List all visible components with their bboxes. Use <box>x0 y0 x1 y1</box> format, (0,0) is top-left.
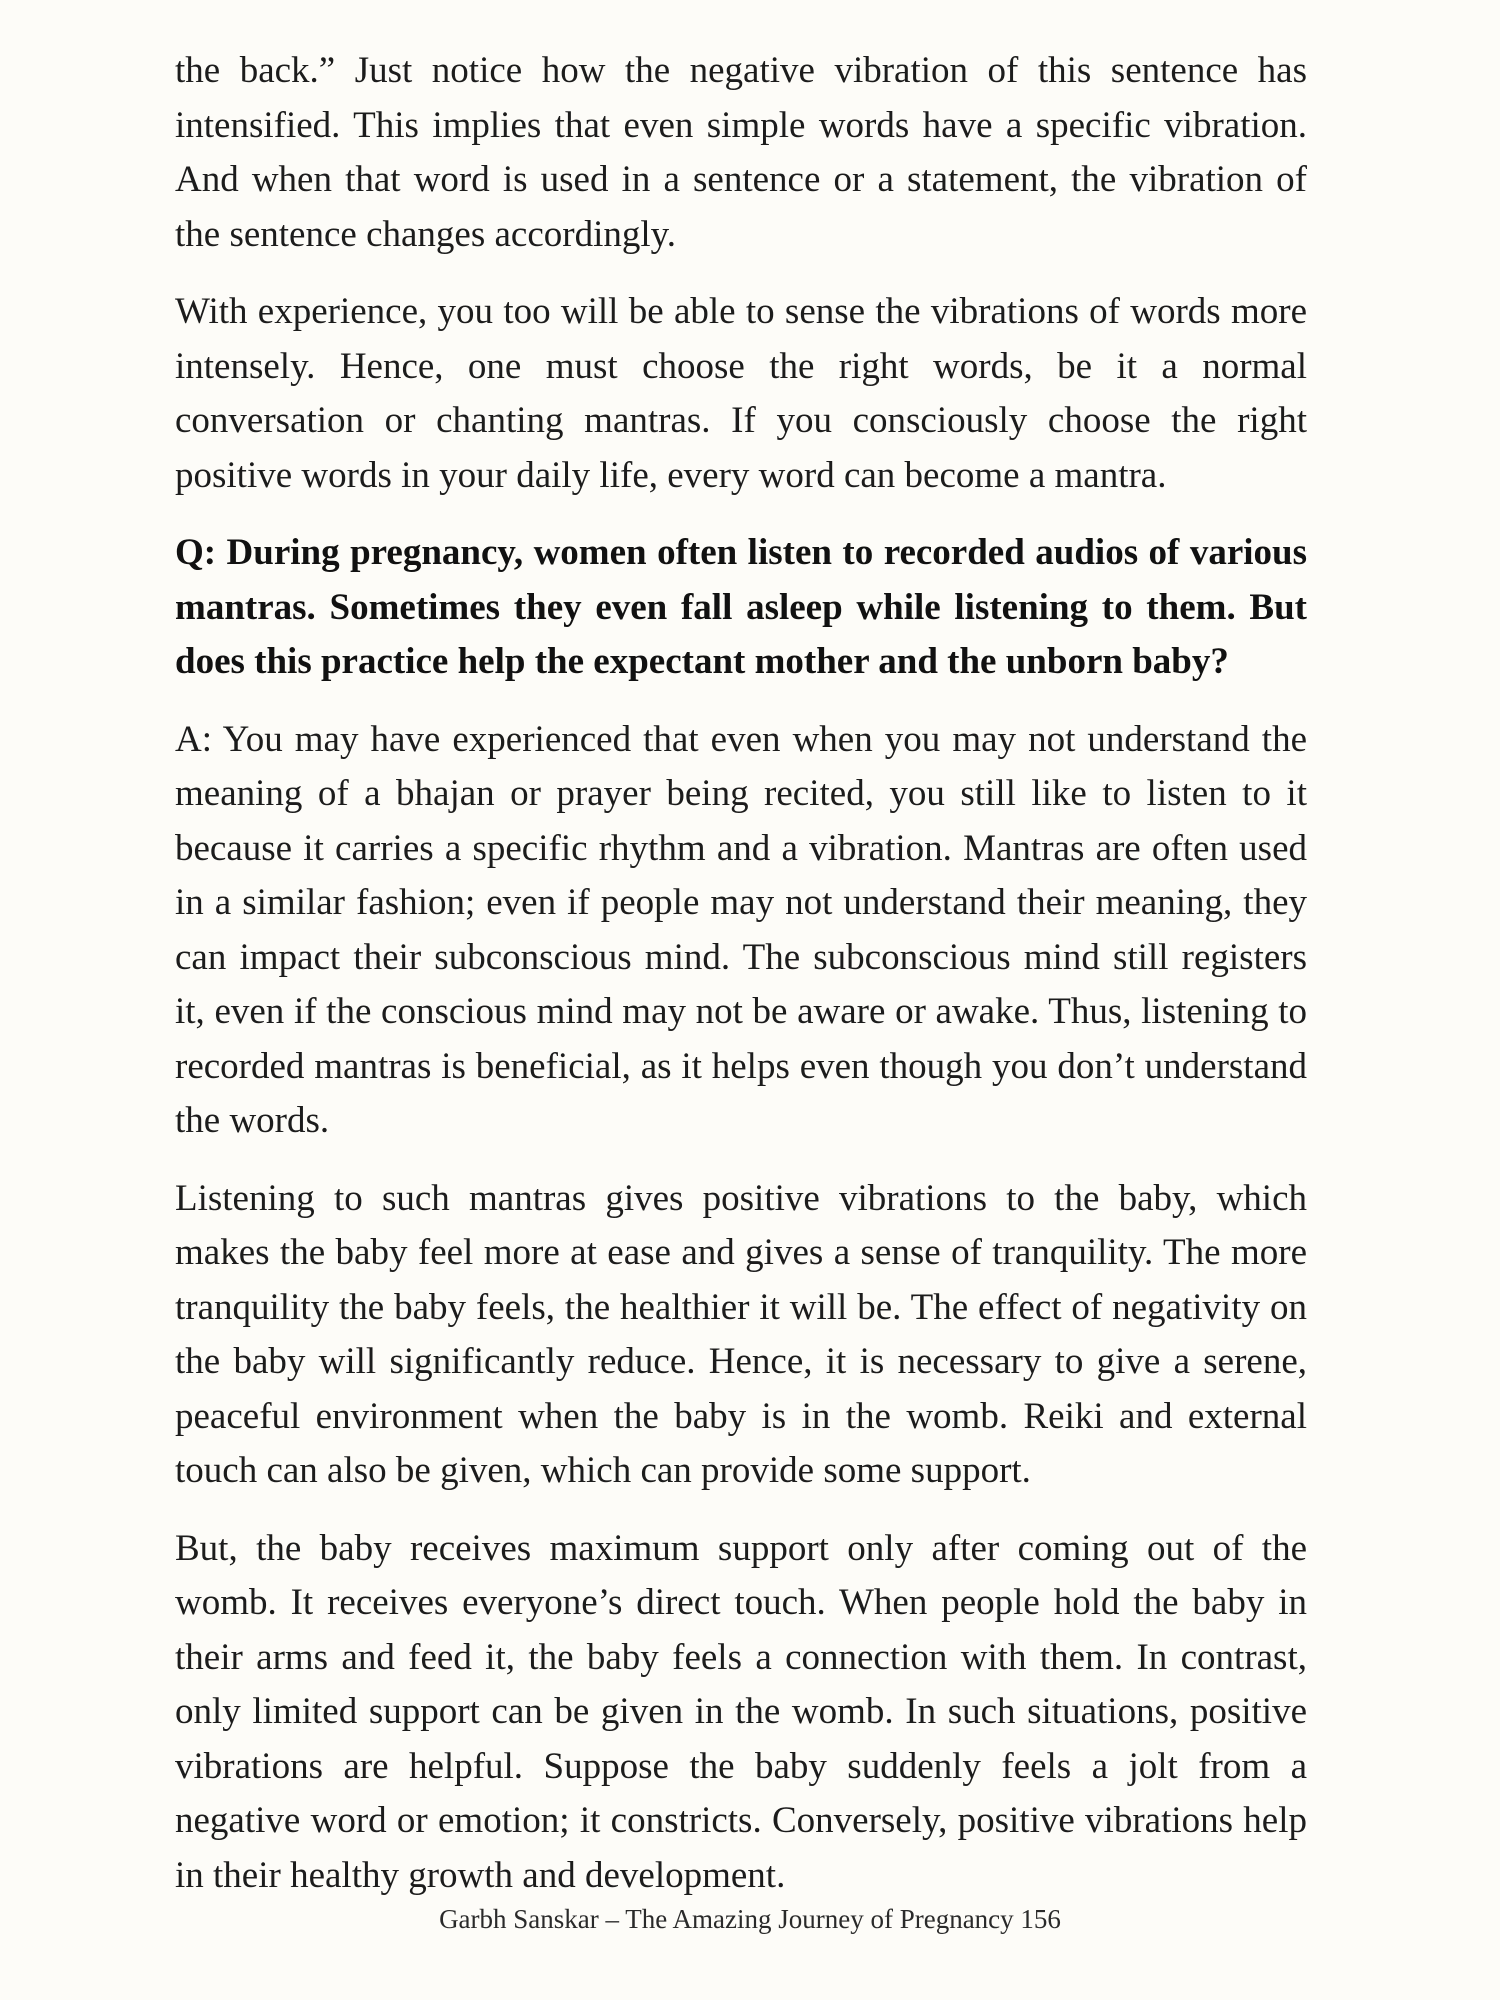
paragraph-continuation: the back.” Just notice how the negative vibration of this sentence has intensified. This implies that even simple words have a specific vibration. And when that word is used in a sentence or a statement, the vibration of the sentence changes accordingly. <box>175 50 1307 255</box>
paragraph-support: But, the baby receives maximum support only after coming out of the womb. It receives everyone’s direct touch. When people hold the baby in their arms and feed it, the baby feels a connection with them. In contrast, only limited support can be given in the womb. In such situations, positive vibrations are helpful. Suppose the baby suddenly feels a jolt from a negative word or emotion; it constricts. Conversely, positive vibrations help in their healthy growth and development. <box>175 1527 1307 1896</box>
page-footer: Garbh Sanskar – The Amazing Journey of Pregnancy 156 <box>439 1904 1061 1934</box>
body-text <box>175 44 1307 1926</box>
answer-paragraph: A: You may have experienced that even when you may not understand the meaning of a bhajan or prayer being recited, you still like to listen to it because it carries a specific rhythm and a vibration. Mantras are often used in a similar fashion; even if people may not understand their meaning, they can impact their subconscious mind. The subconscious mind still registers it, even if the conscious mind may not be aware or awake. Thus, listening to recorded mantras is beneficial, as it helps even though you don’t understand the words. <box>175 718 1307 1141</box>
paragraph-listening: Listening to such mantras gives positive vibrations to the baby, which makes the baby feel more at ease and gives a sense of tranquility. The more tranquility the baby feels, the healthier it will be. The effect of negativity on the baby will significantly reduce. Hence, it is necessary to give a serene, peaceful environment when the baby is in the womb. Reiki and external touch can also be given, which can provide some support. <box>175 1177 1307 1491</box>
question-heading: Q: During pregnancy, women often listen to recorded audios of various mantras. Sometimes they even fall asleep while listening to them. But does this practice help the expectant mother and the unborn baby? <box>175 532 1307 682</box>
paragraph-experience: With experience, you too will be able to sense the vibrations of words more intensely. Hence, one must choose the right words, be it a normal conversation or chanting mantras. If you consciously choose the right positive words in your daily life, every word can become a mantra. <box>175 291 1307 496</box>
